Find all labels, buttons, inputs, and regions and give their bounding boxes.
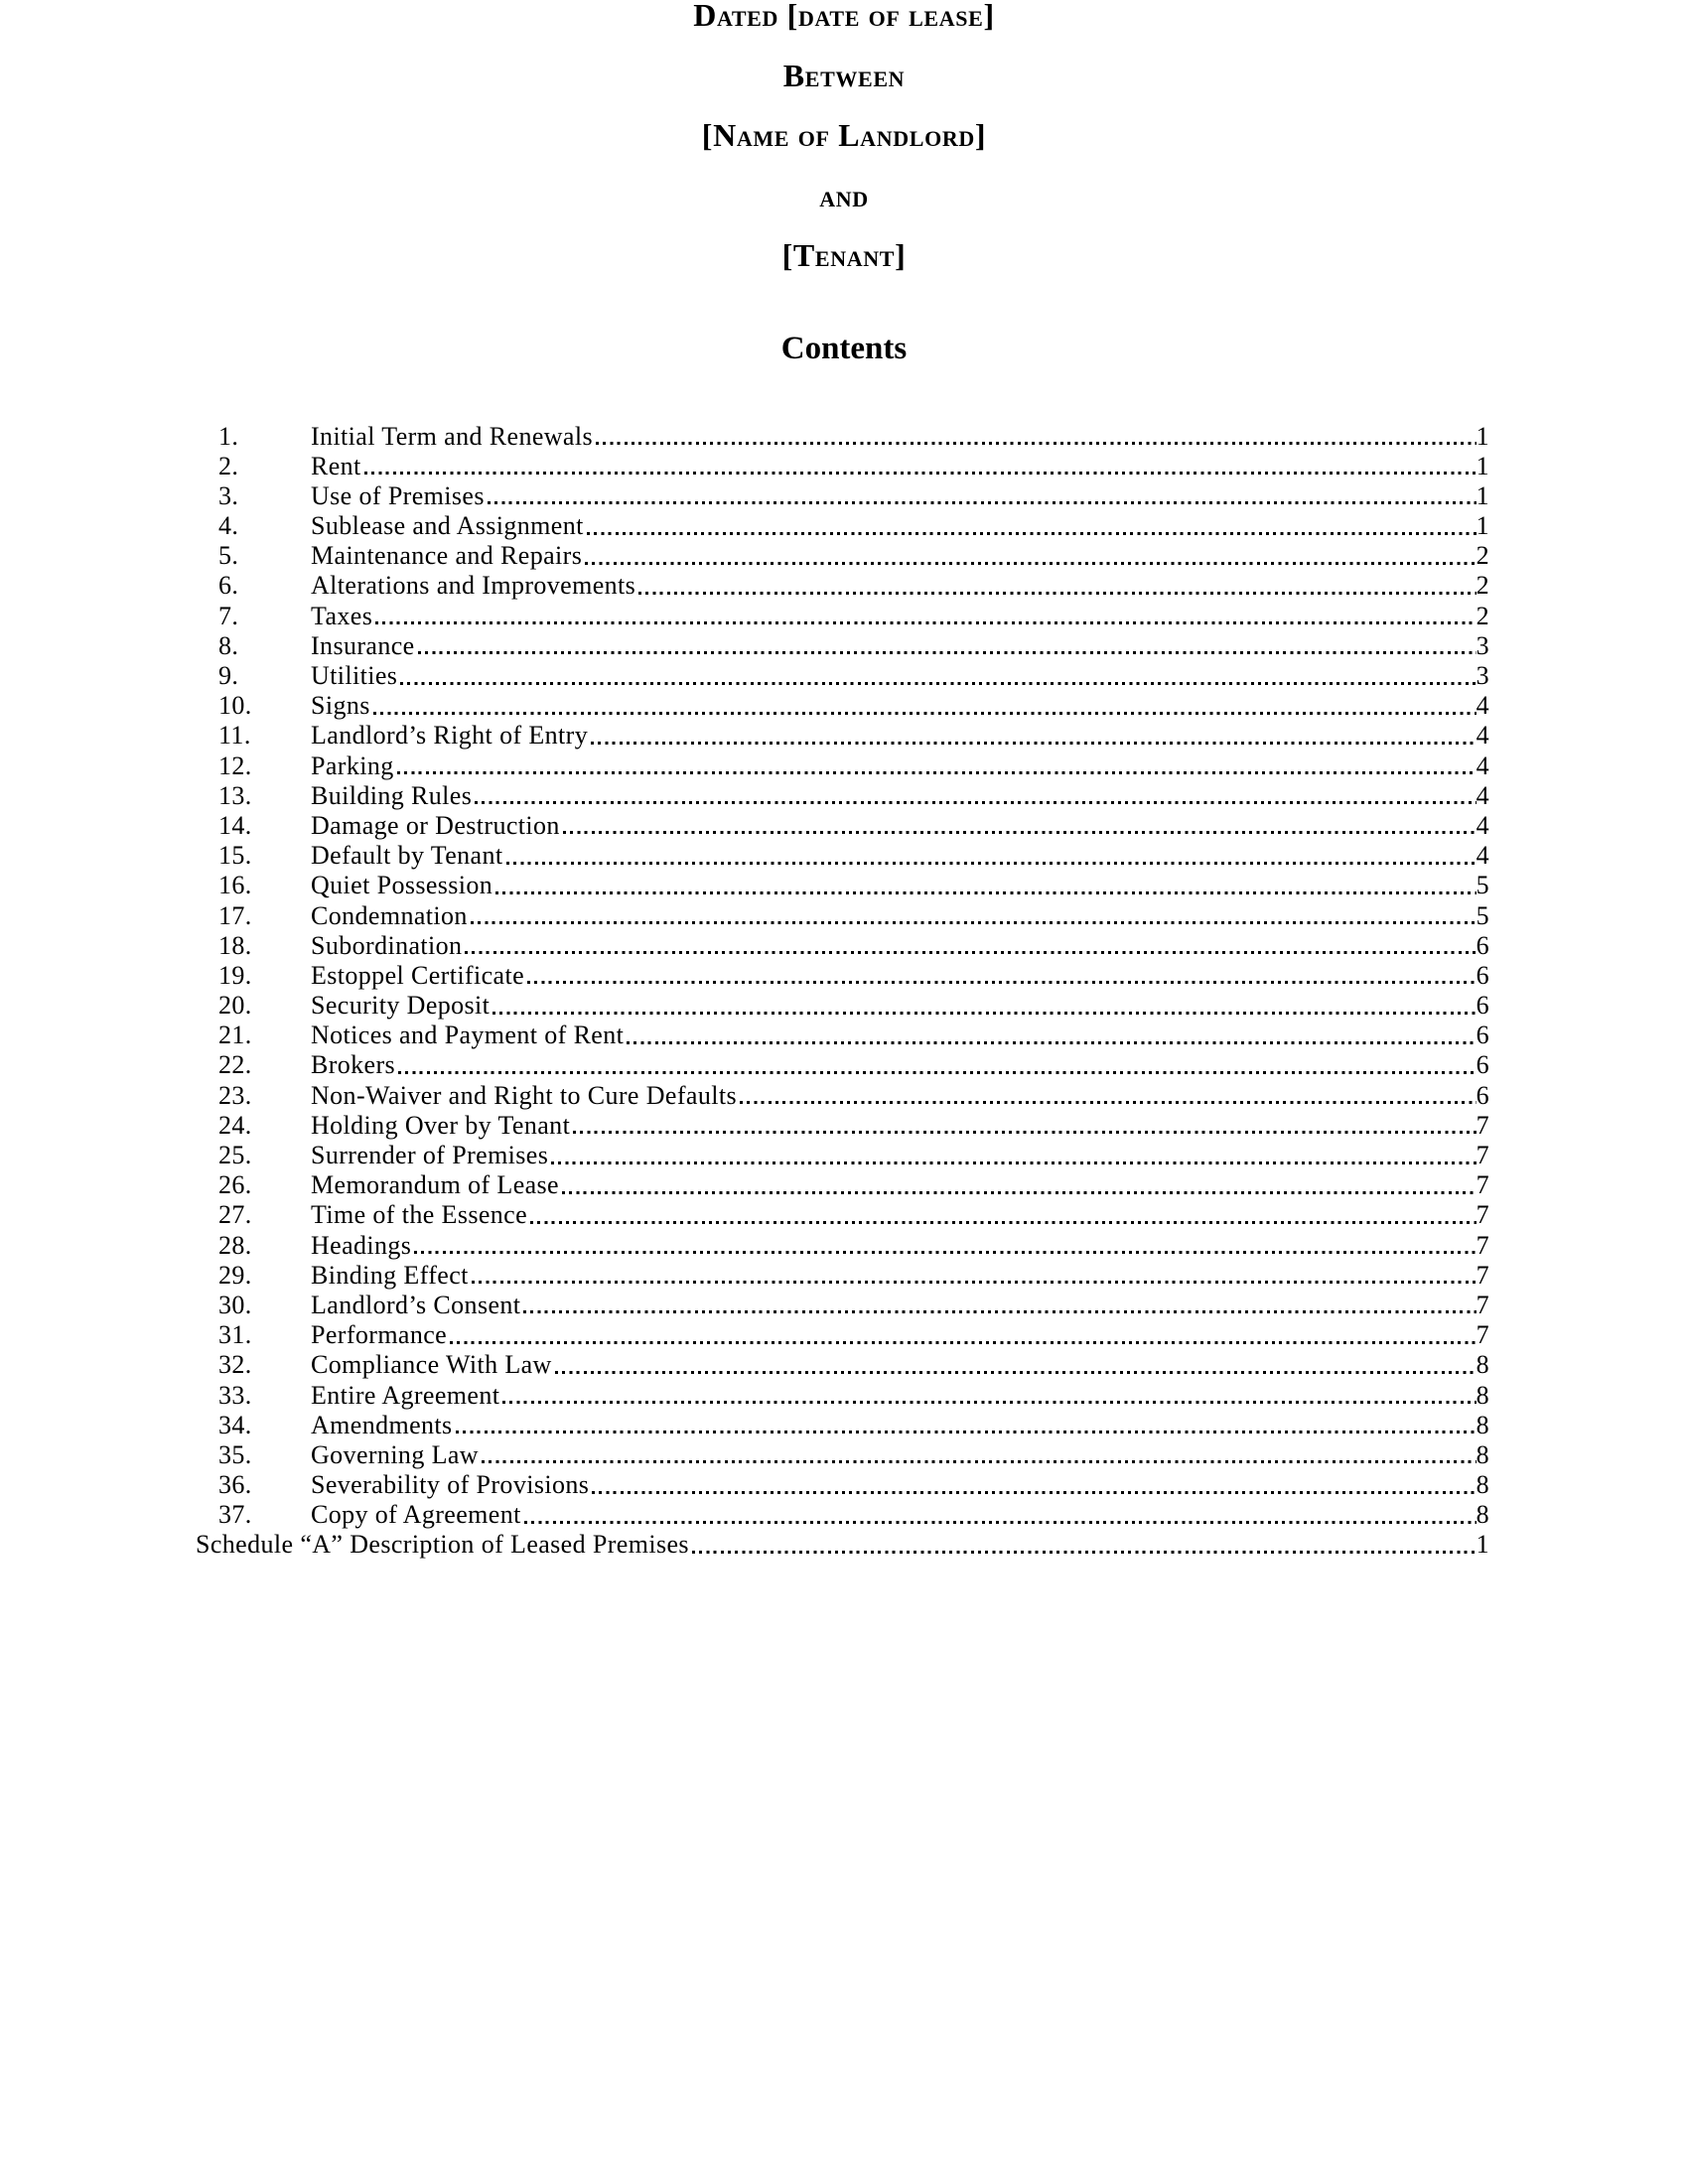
toc-entry bbox=[0, 422, 1688, 452]
toc-entry bbox=[0, 1111, 1688, 1141]
toc-entry-page: 2 bbox=[1476, 601, 1489, 630]
toc-dot-leader bbox=[471, 901, 1477, 931]
toc-entry bbox=[0, 781, 1688, 811]
toc-dot-leader bbox=[524, 1500, 1477, 1530]
and-line: and bbox=[819, 177, 869, 213]
toc-dot-leader bbox=[475, 781, 1476, 811]
toc-entry-number: 25. bbox=[218, 1141, 252, 1169]
toc-entry-number: 6. bbox=[218, 571, 239, 601]
toc-entry-title: Holding Over by Tenant bbox=[311, 1110, 571, 1140]
toc-dot-leader bbox=[563, 811, 1477, 841]
toc-entry-title: Notices and Payment of Rent bbox=[311, 1021, 625, 1050]
toc-dot-leader bbox=[375, 602, 1476, 631]
toc-dot-leader bbox=[506, 841, 1477, 871]
toc-dot-leader bbox=[488, 481, 1477, 511]
toc-entry-title: Initial Term and Renewals bbox=[311, 421, 593, 451]
toc-entry-page: 7 bbox=[1476, 1320, 1489, 1350]
toc-entry-page: 7 bbox=[1476, 1200, 1489, 1230]
toc-entry-title: Severability of Provisions bbox=[311, 1470, 590, 1500]
toc-dot-leader bbox=[627, 1021, 1476, 1050]
toc-entry-number: 36. bbox=[218, 1470, 252, 1500]
toc-entry-page: 3 bbox=[1476, 630, 1489, 660]
toc-entry-page: 5 bbox=[1476, 900, 1489, 930]
toc-entry bbox=[0, 1411, 1688, 1440]
toc-entry-number: 5. bbox=[218, 541, 239, 571]
toc-entry-page: 4 bbox=[1476, 721, 1489, 751]
toc-dot-leader bbox=[456, 1411, 1477, 1440]
tenant-line: [Tenant] bbox=[781, 237, 907, 273]
toc-entry-number: 30. bbox=[218, 1290, 252, 1319]
dated-line: Dated [date of lease] bbox=[693, 0, 995, 33]
toc-entry-page: 1 bbox=[1476, 480, 1489, 510]
toc-entry-title: Landlord’s Right of Entry bbox=[311, 721, 589, 751]
toc-entry-page: 7 bbox=[1476, 1230, 1489, 1260]
toc-entry-title: Security Deposit bbox=[311, 991, 491, 1021]
toc-entry-title: Insurance bbox=[311, 630, 415, 660]
toc-entry-title: Entire Agreement bbox=[311, 1380, 500, 1410]
toc-entry-title: Memorandum of Lease bbox=[311, 1170, 559, 1200]
toc-entry-page: 5 bbox=[1476, 871, 1489, 900]
toc-entry-title: Utilities bbox=[311, 661, 398, 690]
toc-entry bbox=[0, 1170, 1688, 1200]
toc-entry bbox=[0, 1500, 1688, 1530]
toc-entry-page: 7 bbox=[1476, 1110, 1489, 1140]
toc-entry bbox=[0, 931, 1688, 961]
toc-entry bbox=[0, 1021, 1688, 1050]
toc-entry-number: 19. bbox=[218, 960, 252, 990]
toc-dot-leader bbox=[502, 1381, 1476, 1411]
toc-entry-title: Rent bbox=[311, 451, 361, 480]
toc-entry-title: Parking bbox=[311, 751, 394, 780]
toc-entry-title: Quiet Possession bbox=[311, 871, 493, 900]
toc-dot-leader bbox=[573, 1111, 1476, 1141]
between-line: Between bbox=[782, 57, 906, 93]
toc-entry-page: 8 bbox=[1476, 1350, 1489, 1380]
toc-entry bbox=[0, 1291, 1688, 1320]
toc-dot-leader bbox=[592, 1470, 1476, 1500]
toc-entry bbox=[0, 871, 1688, 900]
toc-entry bbox=[0, 751, 1688, 781]
toc-entry-number: 33. bbox=[218, 1380, 252, 1410]
toc-entry-number: 8. bbox=[218, 630, 239, 660]
toc-dot-leader bbox=[638, 571, 1476, 601]
toc-entry-title: Alterations and Improvements bbox=[311, 571, 636, 601]
toc-entry bbox=[0, 1470, 1688, 1500]
toc-entry bbox=[0, 452, 1688, 481]
toc-entry bbox=[0, 661, 1688, 691]
toc-entry-page: 4 bbox=[1476, 810, 1489, 840]
schedule-entry-title: Schedule “A” Description of Leased Premises bbox=[196, 1530, 689, 1560]
toc-entry bbox=[0, 1440, 1688, 1470]
toc-entry-number: 31. bbox=[218, 1320, 252, 1350]
toc-dot-leader bbox=[523, 1291, 1476, 1320]
toc-entry-page: 4 bbox=[1476, 691, 1489, 721]
toc-entry-page: 1 bbox=[1476, 451, 1489, 480]
toc-entry-number: 27. bbox=[218, 1200, 252, 1230]
toc-entry bbox=[0, 811, 1688, 841]
toc-entry-number: 4. bbox=[218, 511, 239, 541]
schedule-entry-page: 1 bbox=[1476, 1530, 1489, 1560]
toc-entry-page: 3 bbox=[1476, 661, 1489, 690]
toc-entry-page: 6 bbox=[1476, 1050, 1489, 1080]
toc-entry-number: 14. bbox=[218, 810, 252, 840]
toc-entry-page: 4 bbox=[1476, 751, 1489, 780]
toc-entry-page: 2 bbox=[1476, 541, 1489, 571]
toc-dot-leader bbox=[414, 1231, 1476, 1261]
landlord-line: [Name of Landlord] bbox=[701, 117, 987, 153]
toc-dot-leader bbox=[450, 1320, 1477, 1350]
toc-entry-number: 16. bbox=[218, 871, 252, 900]
toc-dot-leader bbox=[596, 422, 1477, 452]
toc-entry-page: 6 bbox=[1476, 930, 1489, 960]
toc-entry bbox=[0, 1141, 1688, 1170]
toc-entry-title: Subordination bbox=[311, 930, 463, 960]
toc-dot-leader bbox=[398, 1050, 1477, 1080]
toc-entry bbox=[0, 1081, 1688, 1111]
toc-entry-number: 26. bbox=[218, 1170, 252, 1200]
toc-entry-number: 20. bbox=[218, 991, 252, 1021]
toc-entry-page: 7 bbox=[1476, 1260, 1489, 1290]
toc-entry-page: 4 bbox=[1476, 780, 1489, 810]
toc-dot-leader bbox=[740, 1081, 1477, 1111]
toc-entry-title: Damage or Destruction bbox=[311, 810, 560, 840]
toc-dot-leader bbox=[472, 1261, 1477, 1291]
toc-dot-leader bbox=[692, 1530, 1477, 1560]
toc-entry-number: 34. bbox=[218, 1410, 252, 1439]
toc-entry-number: 13. bbox=[218, 780, 252, 810]
toc-entry-title: Condemnation bbox=[311, 900, 468, 930]
toc-entry-number: 24. bbox=[218, 1110, 252, 1140]
toc-entry-title: Surrender of Premises bbox=[311, 1141, 549, 1169]
toc-entry-number: 11. bbox=[218, 721, 251, 751]
toc-entry bbox=[0, 1320, 1688, 1350]
toc-entry bbox=[0, 481, 1688, 511]
toc-dot-leader bbox=[373, 691, 1477, 721]
toc-entry-title: Binding Effect bbox=[311, 1260, 469, 1290]
toc-entry-number: 28. bbox=[218, 1230, 252, 1260]
toc-entry-number: 37. bbox=[218, 1500, 252, 1530]
toc-entry bbox=[0, 541, 1688, 571]
toc-entry-number: 22. bbox=[218, 1050, 252, 1080]
toc-entry-page: 2 bbox=[1476, 571, 1489, 601]
toc-dot-leader bbox=[562, 1170, 1477, 1200]
toc-entry-title: Brokers bbox=[311, 1050, 396, 1080]
toc-entry-page: 8 bbox=[1476, 1439, 1489, 1469]
toc-entry-title: Sublease and Assignment bbox=[311, 511, 584, 541]
toc-dot-leader bbox=[527, 961, 1477, 991]
toc-entry-title: Maintenance and Repairs bbox=[311, 541, 583, 571]
toc-entry-title: Signs bbox=[311, 691, 370, 721]
toc-entry-page: 6 bbox=[1476, 960, 1489, 990]
toc-entry-number: 2. bbox=[218, 451, 239, 480]
toc-entry-number: 23. bbox=[218, 1080, 252, 1110]
toc-entry-title: Governing Law bbox=[311, 1439, 479, 1469]
toc-entry-page: 4 bbox=[1476, 841, 1489, 871]
toc-entry-page: 7 bbox=[1476, 1290, 1489, 1319]
toc-dot-leader bbox=[530, 1200, 1477, 1230]
toc-entry bbox=[0, 1050, 1688, 1080]
toc-entry-number: 10. bbox=[218, 691, 252, 721]
toc-entry-page: 8 bbox=[1476, 1470, 1489, 1500]
toc-entry-title: Headings bbox=[311, 1230, 412, 1260]
toc-dot-leader bbox=[364, 452, 1477, 481]
toc-entry-title: Non-Waiver and Right to Cure Defaults bbox=[311, 1080, 737, 1110]
toc-entry bbox=[0, 901, 1688, 931]
toc-dot-leader bbox=[555, 1350, 1477, 1380]
toc-entry-page: 8 bbox=[1476, 1410, 1489, 1439]
toc-dot-leader bbox=[495, 871, 1476, 900]
toc-entry-page: 7 bbox=[1476, 1141, 1489, 1169]
toc-entry-number: 21. bbox=[218, 1021, 252, 1050]
toc-entry-number: 3. bbox=[218, 480, 239, 510]
toc-dot-leader bbox=[482, 1440, 1477, 1470]
contents-title: Contents bbox=[780, 330, 908, 366]
toc-entry-page: 6 bbox=[1476, 1080, 1489, 1110]
toc-entry bbox=[0, 1381, 1688, 1411]
toc-entry bbox=[0, 991, 1688, 1021]
toc-entry bbox=[0, 511, 1688, 541]
toc-entry bbox=[0, 1350, 1688, 1380]
toc-entry bbox=[0, 571, 1688, 601]
toc-dot-leader bbox=[418, 631, 1477, 661]
toc-entry bbox=[0, 1231, 1688, 1261]
toc-dot-leader bbox=[397, 751, 1477, 781]
toc-entry bbox=[0, 721, 1688, 751]
toc-entry-number: 18. bbox=[218, 930, 252, 960]
toc-entry-title: Use of Premises bbox=[311, 480, 485, 510]
toc-entry-title: Performance bbox=[311, 1320, 448, 1350]
toc-entry-number: 7. bbox=[218, 601, 239, 630]
toc-dot-leader bbox=[492, 991, 1476, 1021]
toc-entry-number: 35. bbox=[218, 1439, 252, 1469]
toc-entry-number: 12. bbox=[218, 751, 252, 780]
toc-entry-title: Landlord’s Consent bbox=[311, 1290, 521, 1319]
toc-entry-number: 29. bbox=[218, 1260, 252, 1290]
toc-entry bbox=[0, 841, 1688, 871]
toc-entry-title: Default by Tenant bbox=[311, 841, 503, 871]
toc-entry bbox=[0, 961, 1688, 991]
toc-entry-title: Building Rules bbox=[311, 780, 473, 810]
toc-entry bbox=[0, 691, 1688, 721]
toc-entry-number: 17. bbox=[218, 900, 252, 930]
toc-entry-page: 6 bbox=[1476, 1021, 1489, 1050]
toc-dot-leader bbox=[585, 541, 1476, 571]
toc-entry-title: Amendments bbox=[311, 1410, 453, 1439]
toc-entry-page: 7 bbox=[1476, 1170, 1489, 1200]
toc-entry bbox=[0, 1200, 1688, 1230]
toc-dot-leader bbox=[400, 661, 1476, 691]
toc-entry-title: Copy of Agreement bbox=[311, 1500, 521, 1530]
toc-entry-page: 1 bbox=[1476, 511, 1489, 541]
toc-entry-page: 1 bbox=[1476, 421, 1489, 451]
schedule-entry bbox=[0, 1530, 1688, 1560]
toc-dot-leader bbox=[591, 721, 1477, 751]
toc-entry-title: Taxes bbox=[311, 601, 373, 630]
toc-entry-page: 8 bbox=[1476, 1380, 1489, 1410]
toc-entry-title: Estoppel Certificate bbox=[311, 960, 525, 990]
toc-dot-leader bbox=[587, 511, 1477, 541]
toc-entry-page: 6 bbox=[1476, 991, 1489, 1021]
toc-entry-page: 8 bbox=[1476, 1500, 1489, 1530]
toc-entry-number: 9. bbox=[218, 661, 239, 690]
toc-dot-leader bbox=[465, 931, 1476, 961]
toc-entry-title: Compliance With Law bbox=[311, 1350, 552, 1380]
toc-entry-number: 1. bbox=[218, 421, 239, 451]
toc-dot-leader bbox=[551, 1141, 1476, 1170]
toc-entry-number: 15. bbox=[218, 841, 252, 871]
toc-entry bbox=[0, 602, 1688, 631]
page-header bbox=[0, 0, 1688, 286]
toc-entry bbox=[0, 631, 1688, 661]
toc-entry-title: Time of the Essence bbox=[311, 1200, 528, 1230]
toc-entry-number: 32. bbox=[218, 1350, 252, 1380]
toc-list bbox=[0, 422, 1688, 1561]
toc-entry bbox=[0, 1261, 1688, 1291]
